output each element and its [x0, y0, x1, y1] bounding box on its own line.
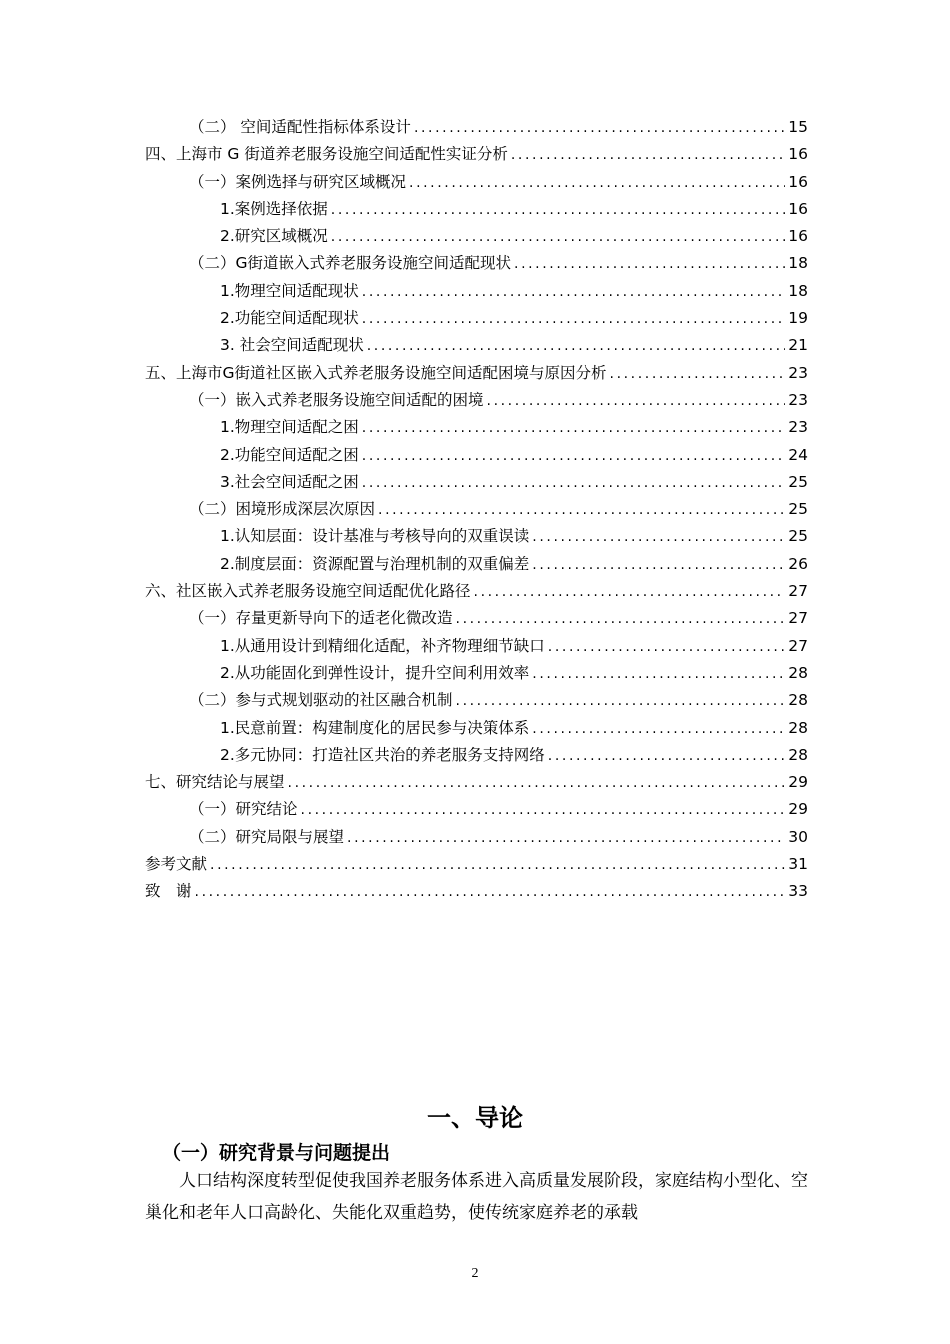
toc-entry-page: 18	[788, 254, 808, 273]
toc-entry-page: 26	[788, 554, 808, 573]
toc-entry-page: 15	[788, 118, 808, 136]
toc-entry[interactable]	[145, 360, 808, 387]
toc-entry[interactable]	[145, 824, 808, 851]
body-paragraph-container	[145, 1165, 808, 1229]
toc-entry[interactable]	[145, 141, 808, 168]
toc-entry-title: （一）研究结论	[189, 800, 298, 819]
toc-entry-title: （二）困境形成深层次原因	[189, 500, 376, 519]
toc-entry-title: 参考文献	[145, 855, 208, 874]
toc-entry[interactable]	[145, 442, 808, 469]
toc-entry-title: 六、社区嵌入式养老服务设施空间适配优化路径	[145, 582, 471, 601]
toc-entry-title: 1.民意前置：构建制度化的居民参与决策体系	[220, 718, 530, 737]
toc-dot-leader	[610, 361, 786, 388]
toc-entry[interactable]	[145, 278, 808, 305]
body-paragraph: 人口结构深度转型促使我国养老服务体系进入高质量发展阶段，家庭结构小型化、空巢化和老年人口高龄化、失能化双重趋势，使传统家庭养老的承载	[145, 1171, 808, 1223]
toc-entry-page: 27	[788, 636, 808, 655]
toc-entry-title: （一）存量更新导向下的适老化微改造	[189, 609, 453, 628]
toc-dot-leader	[362, 415, 785, 442]
toc-entry-title: 3.社会空间适配之困	[220, 472, 359, 491]
toc-entry[interactable]	[145, 796, 808, 823]
table-of-contents	[145, 114, 808, 906]
toc-entry[interactable]	[145, 469, 808, 496]
toc-dot-leader	[409, 170, 785, 197]
toc-entry-page: 25	[788, 500, 808, 519]
toc-dot-leader	[532, 524, 785, 551]
toc-entry-title: 1.物理空间适配之困	[220, 418, 359, 437]
toc-entry-page: 29	[788, 800, 808, 819]
toc-entry[interactable]	[145, 851, 808, 878]
toc-entry-title: （二）参与式规划驱动的社区融合机制	[189, 691, 453, 710]
toc-entry-page: 27	[788, 582, 808, 601]
toc-dot-leader	[474, 579, 786, 606]
toc-entry-page: 29	[788, 773, 808, 792]
toc-dot-leader	[362, 443, 785, 470]
toc-entry[interactable]	[145, 578, 808, 605]
toc-entry[interactable]	[145, 715, 808, 742]
toc-dot-leader	[456, 606, 786, 633]
toc-entry-title: 2.制度层面：资源配置与治理机制的双重偏差	[220, 554, 530, 573]
toc-dot-leader	[532, 661, 785, 688]
toc-entry-page: 31	[788, 855, 808, 874]
toc-entry-title: 2.多元协同：打造社区共治的养老服务支持网络	[220, 745, 545, 764]
toc-entry-page: 27	[788, 609, 808, 628]
toc-entry[interactable]	[145, 551, 808, 578]
toc-entry-page: 16	[788, 199, 808, 218]
toc-entry[interactable]	[145, 305, 808, 332]
toc-entry-title: （一）案例选择与研究区域概况	[189, 172, 407, 191]
toc-entry[interactable]	[145, 769, 808, 796]
toc-entry[interactable]	[145, 633, 808, 660]
toc-dot-leader	[301, 797, 786, 824]
toc-entry-page: 19	[788, 309, 808, 328]
toc-entry-title: 2.功能空间适配之困	[220, 445, 359, 464]
toc-entry-title: 1.从通用设计到精细化适配，补齐物理细节缺口	[220, 636, 545, 655]
toc-entry-title: 1.物理空间适配现状	[220, 281, 359, 300]
toc-entry[interactable]	[145, 223, 808, 250]
toc-dot-leader	[487, 388, 786, 415]
toc-entry-page: 25	[788, 472, 808, 491]
toc-dot-leader	[210, 852, 785, 879]
toc-entry[interactable]	[145, 196, 808, 223]
toc-entry[interactable]	[145, 742, 808, 769]
toc-entry-title: （二）G街道嵌入式养老服务设施空间适配现状	[189, 254, 512, 273]
toc-entry-page: 16	[788, 172, 808, 191]
toc-entry-page: 30	[788, 827, 808, 846]
toc-dot-leader	[456, 688, 786, 715]
toc-dot-leader	[362, 306, 785, 333]
toc-entry-title: （二） 空间适配性指标体系设计	[189, 118, 411, 136]
toc-dot-leader	[367, 333, 786, 360]
toc-entry-title: 2.功能空间适配现状	[220, 309, 359, 328]
toc-entry-title: 四、上海市 G 街道养老服务设施空间适配性实证分析	[145, 145, 508, 164]
toc-entry-title: 1.认知层面：设计基准与考核导向的双重误读	[220, 527, 530, 546]
toc-entry-page: 18	[788, 281, 808, 300]
toc-entry[interactable]	[145, 169, 808, 196]
toc-dot-leader	[548, 743, 785, 770]
toc-dot-leader	[378, 497, 785, 524]
toc-entry-page: 33	[788, 882, 808, 901]
toc-dot-leader	[532, 716, 785, 743]
toc-entry-page: 28	[788, 718, 808, 737]
toc-entry-page: 16	[788, 145, 808, 164]
toc-entry-page: 23	[788, 390, 808, 409]
toc-dot-leader	[288, 770, 786, 797]
toc-entry[interactable]	[145, 332, 808, 359]
toc-entry[interactable]	[145, 387, 808, 414]
chapter-title: 一、导论	[427, 1104, 523, 1132]
toc-entry-page: 21	[788, 336, 808, 355]
toc-entry-title: 1.案例选择依据	[220, 199, 328, 218]
toc-entry[interactable]	[145, 878, 808, 905]
toc-entry-page: 28	[788, 691, 808, 710]
toc-entry[interactable]	[145, 523, 808, 550]
toc-entry[interactable]	[145, 114, 808, 141]
toc-entry-page: 23	[788, 363, 808, 382]
toc-entry-title: 五、上海市G街道社区嵌入式养老服务设施空间适配困境与原因分析	[145, 363, 607, 382]
toc-entry-page: 24	[788, 445, 808, 464]
toc-entry[interactable]	[145, 687, 808, 714]
toc-dot-leader	[347, 825, 785, 852]
toc-dot-leader	[331, 224, 785, 251]
toc-entry-title: 3. 社会空间适配现状	[220, 336, 364, 355]
toc-entry-title: 致 谢	[145, 882, 192, 901]
toc-dot-leader	[331, 197, 785, 224]
toc-entry[interactable]	[145, 250, 808, 277]
toc-entry-page: 25	[788, 527, 808, 546]
toc-entry-page: 23	[788, 418, 808, 437]
toc-entry[interactable]	[145, 660, 808, 687]
toc-entry-title: 2.从功能固化到弹性设计，提升空间利用效率	[220, 663, 530, 682]
toc-entry[interactable]	[145, 605, 808, 632]
page-number: 2	[471, 1266, 479, 1281]
toc-entry[interactable]	[145, 496, 808, 523]
section-heading: （一）研究背景与问题提出	[162, 1142, 391, 1164]
toc-dot-leader	[362, 470, 785, 497]
toc-dot-leader	[514, 251, 785, 278]
toc-entry-page: 28	[788, 745, 808, 764]
toc-entry-title: （二）研究局限与展望	[189, 827, 345, 846]
toc-dot-leader	[414, 115, 785, 142]
toc-dot-leader	[195, 879, 786, 906]
toc-dot-leader	[532, 552, 785, 579]
toc-dot-leader	[362, 279, 785, 306]
toc-entry[interactable]	[145, 414, 808, 441]
toc-entry-title: 七、研究结论与展望	[145, 773, 285, 792]
toc-entry-title: 2.研究区域概况	[220, 227, 328, 246]
toc-dot-leader	[511, 142, 785, 169]
toc-dot-leader	[548, 634, 785, 661]
toc-entry-title: （一）嵌入式养老服务设施空间适配的困境	[189, 390, 484, 409]
toc-entry-page: 16	[788, 227, 808, 246]
toc-entry-page: 28	[788, 663, 808, 682]
